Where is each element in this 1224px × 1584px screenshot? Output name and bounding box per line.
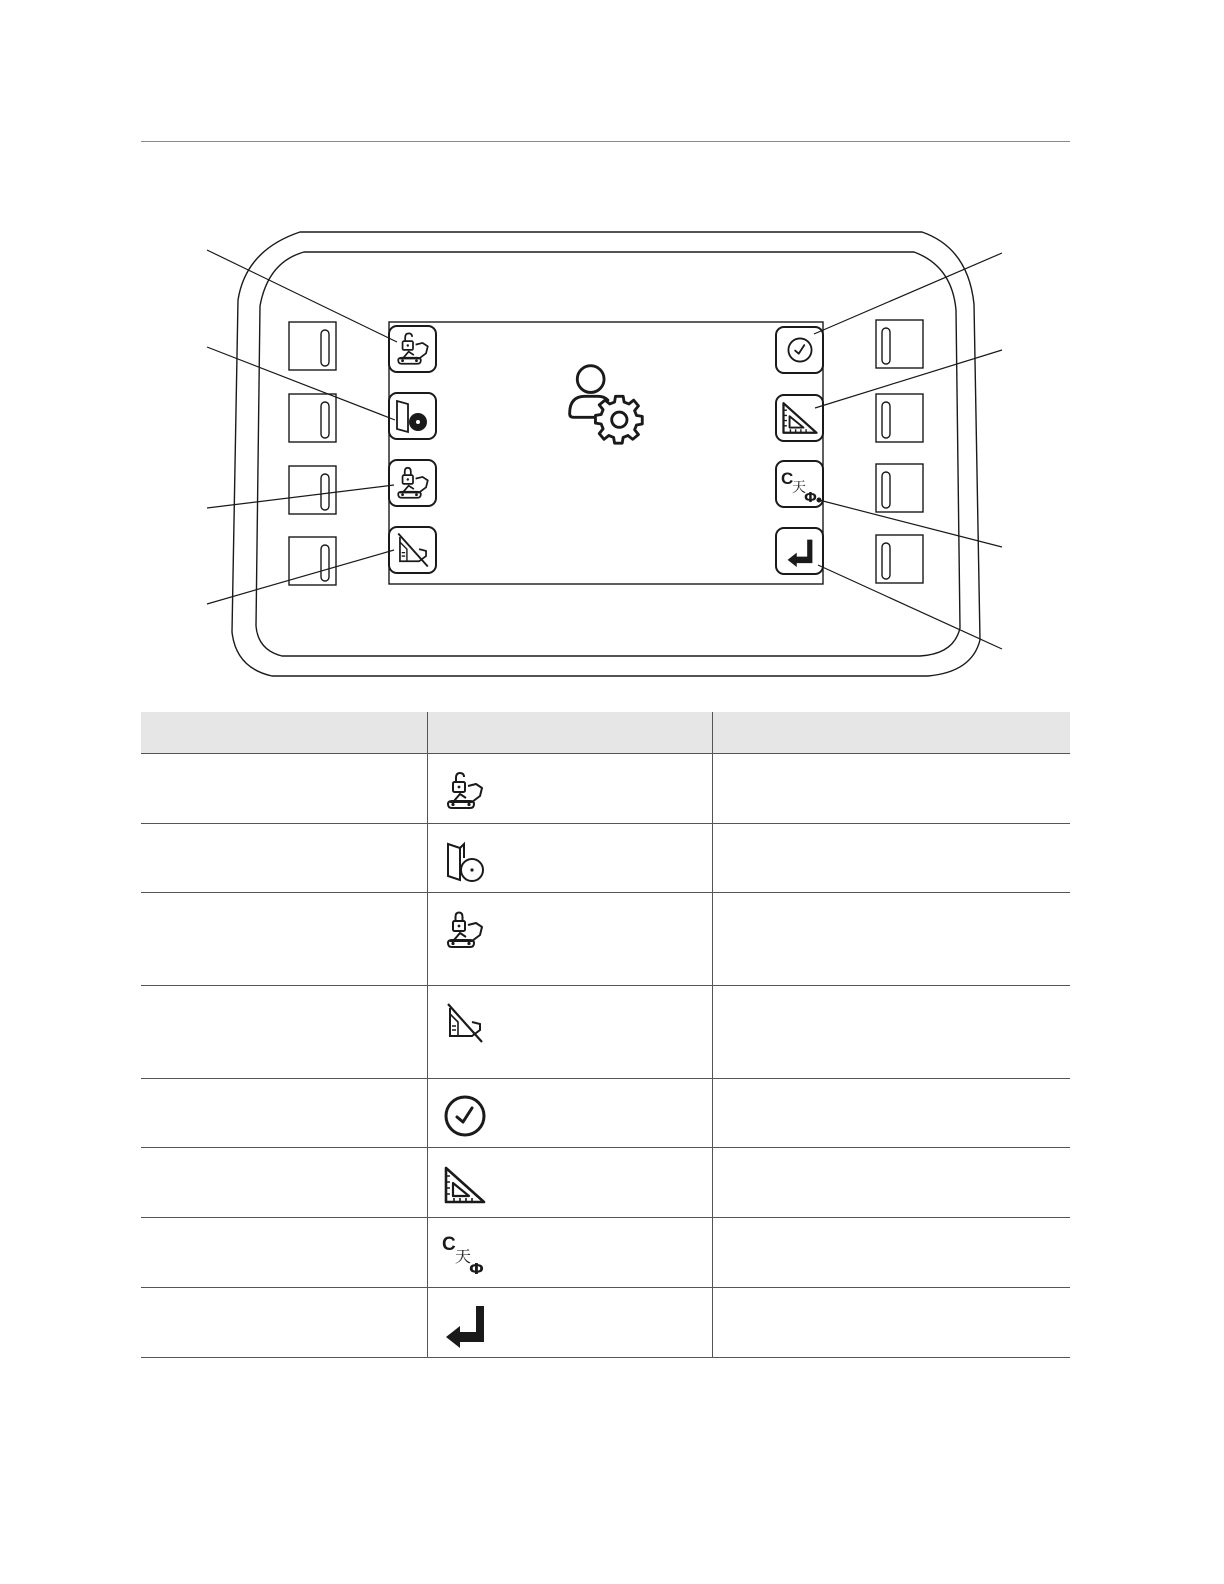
enter-icon [442,1302,488,1348]
table-row [141,986,1070,1079]
table-row [141,824,1070,893]
svg-text:Ф: Ф [468,1260,484,1278]
ref-cell [141,893,427,986]
display-diagram [0,0,1224,700]
svg-text:天: 天 [454,1247,471,1266]
ref-cell [141,824,427,893]
table-row [141,1079,1070,1148]
table-header-row [141,712,1070,754]
language-icon [442,1232,492,1278]
hard-keys-right [876,320,923,583]
table-row [141,1218,1070,1288]
symbol-cell [427,1218,712,1288]
symbol-cell [427,1148,712,1218]
header-description [712,712,1070,754]
hard-keys-left [289,322,336,585]
table-row [141,1148,1070,1218]
display-figure [0,0,1224,700]
ref-cell [141,1218,427,1288]
symbol-cell [427,986,712,1079]
symbol-cell [427,1288,712,1358]
symbol-cell [427,893,712,986]
header-symbol [427,712,712,754]
ref-cell [141,1288,427,1358]
lang-cjk: 天 [792,480,806,496]
softkey-disabled-machine[interactable] [389,527,436,573]
ref-cell [141,1079,427,1148]
softkey-enter[interactable] [776,528,823,574]
softkey-door-disc[interactable] [389,393,436,439]
ref-cell [141,1148,427,1218]
table-row [141,1288,1070,1358]
door-disc-icon [442,838,488,884]
lock-machine-icon [442,907,488,953]
set-square-icon [442,1162,488,1208]
screen [389,322,823,584]
softkey-clock[interactable] [776,327,823,373]
ref-cell [141,754,427,824]
description-cell [712,1148,1070,1218]
description-cell [712,824,1070,893]
description-cell [712,754,1070,824]
lang-latin: C [781,469,794,488]
table-row [141,893,1070,986]
symbol-cell [427,1079,712,1148]
description-cell [712,1079,1070,1148]
softkey-set-square[interactable] [776,395,823,441]
softkey-lock-machine[interactable] [389,460,436,506]
clock-icon [442,1093,488,1139]
description-cell [712,1288,1070,1358]
disabled-machine-icon [442,1000,488,1046]
svg-text:C: C [441,1234,456,1255]
unlock-machine-icon [442,768,488,814]
description-cell [712,986,1070,1079]
ref-cell [141,986,427,1079]
table-row [141,754,1070,824]
header-ref [141,712,427,754]
softkey-unlock-machine[interactable] [389,326,436,372]
description-cell [712,1218,1070,1288]
lang-cyrillic: Ф [804,491,817,506]
description-cell [712,893,1070,986]
symbol-cell [427,824,712,893]
legend-table [141,712,1070,1358]
symbol-cell [427,754,712,824]
softkey-language[interactable] [776,461,823,507]
